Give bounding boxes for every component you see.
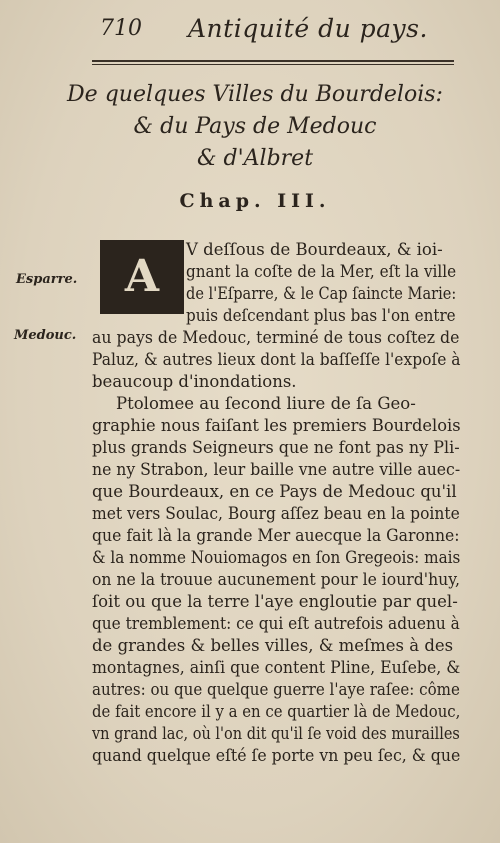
text-line: de l'Eſparre, & le Cap ſaincte Marie: xyxy=(186,284,457,303)
text-line: Ptolomee au ſecond liure de ſa Geo- xyxy=(116,394,416,413)
text-line: de fait encore il y a en ce quartier là de Medouc, xyxy=(92,702,461,721)
page-number: 710 xyxy=(100,16,142,41)
text-line: de grandes & belles villes, & meſmes à des xyxy=(92,636,454,655)
text-line: on ne la trouue aucunement pour le iourd'huy, xyxy=(92,570,460,589)
text-line: & la nomme Nouiomagos en ſon Gregeois: mais xyxy=(92,548,461,567)
text-line: que tremblement: ce qui eſt autrefois aduenu à xyxy=(92,614,460,633)
text-line: montagnes, ainſi que content Pline, Euſebe, & xyxy=(92,658,461,677)
text-line: graphie nous faiſant les premiers Bourdelois xyxy=(92,416,461,435)
text-line: ne ny Strabon, leur baille vne autre ville auec- xyxy=(92,460,461,479)
chapter-title-line: De quelques Villes du Bourdelois: xyxy=(67,82,443,107)
chapter-heading: Chap. III. xyxy=(179,190,331,212)
text-line: met vers Soulac, Bourg aſſez beau en la pointe xyxy=(92,504,460,523)
chapter-title-line: & du Pays de Medouc xyxy=(133,114,377,139)
text-line: V deſſous de Bourdeaux, & ioi- xyxy=(186,240,443,259)
chapter-title-line: & d'Albret xyxy=(196,146,314,171)
margin-note-medouc: Medouc. xyxy=(14,328,77,343)
text-line: ſoit ou que la terre l'aye engloutie par quel- xyxy=(92,592,458,611)
dropcap-letter: A xyxy=(124,251,160,302)
text-line: gnant la coſte de la Mer, eſt la ville xyxy=(186,262,457,281)
margin-note-esparre: Esparre. xyxy=(16,272,78,287)
text-line: plus grands Seigneurs que ne font pas ny Pli- xyxy=(92,438,460,457)
running-head: Antiquité du pays. xyxy=(188,14,428,43)
text-line: vn grand lac, où l'on dit qu'il ſe void des murailles xyxy=(92,724,460,743)
text-line: autres: ou que quelque guerre l'aye raſee: côme xyxy=(92,680,460,699)
text-line: beaucoup d'inondations. xyxy=(92,372,297,391)
text-line: que Bourdeaux, en ce Pays de Medouc qu'il xyxy=(92,482,457,501)
text-line: au pays de Medouc, terminé de tous coſtez de xyxy=(92,328,460,347)
header-rule-thin xyxy=(92,64,454,65)
text-line: que fait là la grande Mer auecque la Garonne: xyxy=(92,526,460,545)
page-header xyxy=(0,6,500,46)
ornamental-dropcap xyxy=(100,240,184,314)
header-rule xyxy=(92,60,454,62)
text-line: Paluz, & autres lieux dont la baſſeſſe l'expoſe à xyxy=(92,350,461,369)
text-line: puis deſcendant plus bas l'on entre xyxy=(186,306,456,325)
text-line: quand quelque eſté ſe porte vn peu ſec, & que xyxy=(92,746,461,765)
